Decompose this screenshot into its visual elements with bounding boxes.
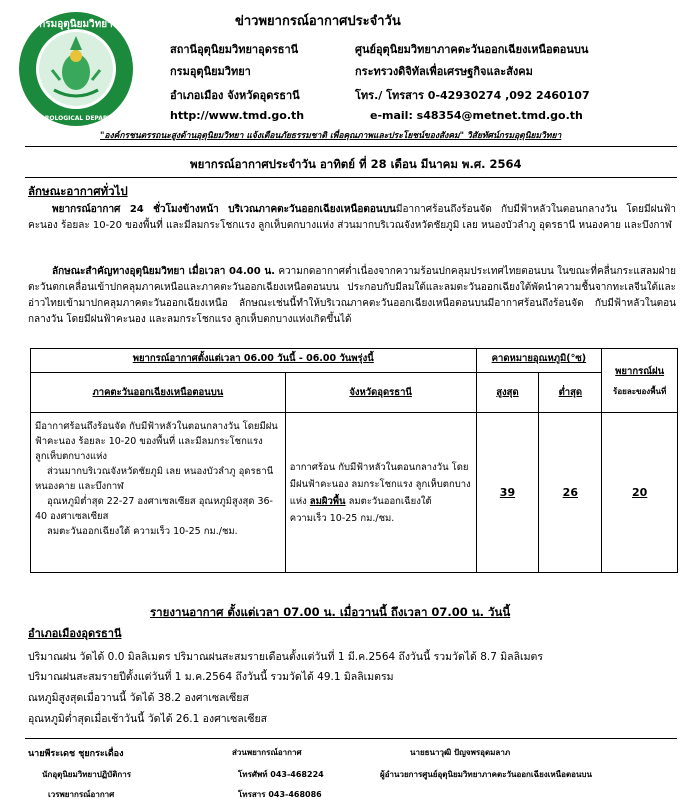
min-temperature-value: 26 bbox=[539, 413, 602, 573]
forecast-lead: พยากรณ์อากาศ 24 ชั่วโมงข้างหน้า บริเวณภาคตะวันออกเฉียงเหนือตอนบน bbox=[52, 204, 396, 215]
forecaster-name: นายพีระเดช ชุยกระเดื่อง bbox=[28, 749, 124, 759]
max-temperature-observed: ณหภูมิสูงสุดเมื่อวานนี้ วัดได้ 38.2 องศาเซลเซียส bbox=[28, 692, 249, 704]
rain-subheader: ร้อยละของพื้นที่ bbox=[613, 386, 667, 396]
province-column-header: จังหวัดอุดรธานี bbox=[285, 373, 476, 413]
forecast-text: มีอากาศร้อนถึงร้อนจัด กับมีฟ้าหลัวในตอนกลางวัน โดยมีฝนฟ้าคะนอง ร้อยละ 10-20 ของพื้นที่ และมีลมกระโชกแรง ลูกเห็บตกบางแห่ง ส่วนมากบริเวณจังหวัดชัยภูมิ เลย หนองบัวลำภู อุดรธานี หนองคาย และบึงกาฬ bbox=[28, 204, 677, 231]
province-forecast-text: อากาศร้อน กับมีฟ้าหลัวในตอนกลางวัน โดยมีฝนฟ้าคะนอง ลมกระโชกแรง ลูกเห็บตกบางแห่ง bbox=[289, 461, 471, 507]
province-forecast-cell bbox=[285, 413, 476, 573]
svg-text:METEOROLOGICAL DEPARTMENT: METEOROLOGICAL DEPARTMENT bbox=[21, 115, 131, 122]
temperature-header: คาดหมายอุณหภูมิ(°ซ) bbox=[476, 349, 602, 373]
region-area-text: ส่วนมากบริเวณจังหวัดชัยภูมิ เลย หนองบัวลำภู อุดรธานี หนองคาย และบึงกาฬ bbox=[35, 466, 274, 492]
divider bbox=[25, 177, 677, 178]
website-link[interactable]: http://www.tmd.go.th bbox=[170, 109, 305, 122]
director-position: ผู้อำนวยการศูนย์อุตุนิยมวิทยาภาคตะวันออกเฉียงเหนือตอนบน bbox=[380, 770, 592, 779]
synoptic-text: ความกดอากาศต่ำเนื่องจากความร้อนปกคลุมประเทศไทยตอนบน ในขณะที่คลื่นกระแสลมฝ่ายตะวันตกเคลื่อนเข้าปกคลุมภาคเหนือและภาคตะวันออกเฉียงเหนือตอนบน ประกอบกับมีลมใต้และลมตะวันออกเฉียงใต้พัดนำความชื้นจากทะเลจีนใต้และอ่าวไทยเข้ามาปกคลุมภาคตะวันออกเฉียงเหนือ ลักษณะเช่นนี้ทำให้บริเวณภาคตะวันออกเฉียงเหนือตอนบนมีอากาศร้อนถึงร้อนจัด กับมีฟ้าหลัวในตอนกลางวัน โดยมีฝนฟ้าคะนอง และลมกระโชกแรง ลูกเห็บตกบางแห่งเกิดขึ้นได้ bbox=[28, 266, 677, 325]
province-wind-text: ลมตะวันออกเฉียงใต้ ความเร็ว 10-25 กม./ชม. bbox=[289, 495, 432, 524]
max-temperature-value: 39 bbox=[476, 413, 539, 573]
director-name: นายธนาวุฒิ ปัญจพรอุดมลาภ bbox=[410, 748, 511, 757]
forecaster-position: นักอุตุนิยมวิทยาปฏิบัติการ bbox=[42, 770, 132, 779]
period-header: พยากรณ์อากาศตั้งแต่เวลา 06.00 วันนี้ - 06.00 วันพรุ่งนี้ bbox=[31, 349, 477, 373]
forecast-day-title: พยากรณ์อากาศประจำวัน อาทิตย์ ที่ 28 เดือน มีนาคม พ.ศ. 2564 bbox=[190, 157, 522, 171]
general-forecast-paragraph bbox=[28, 202, 676, 234]
vision-motto: "องค์กรชนตรรถนะสูงด้านอุตุนิยมวิทยา แจ้งเตือนภัยธรรมชาติ เพื่อคุณภาพและประโยชน์ของสังคม" วิสัยทัศน์กรมอุตุนิยมวิทยา bbox=[100, 131, 562, 141]
divider bbox=[25, 146, 677, 147]
region-column-header: ภาคตะวันออกเฉียงเหนือตอนบน bbox=[31, 373, 286, 413]
synoptic-paragraph bbox=[28, 264, 676, 328]
surface-wind-label: ลมผิวพื้น bbox=[309, 495, 346, 507]
rain-percent-value: 20 bbox=[602, 413, 678, 573]
section-telephone: โทรศัพท์ 043-468224 bbox=[238, 770, 324, 779]
general-weather-heading: ลักษณะอากาศทั่วไป bbox=[28, 184, 128, 198]
region-temperature-text: อุณหภูมิต่ำสุด 22-27 องศาเซลเซียส อุณหภูมิสูงสุด 36-40 องศาเซลเซียส bbox=[35, 496, 273, 522]
department-name: กรมอุตุนิยมวิทยา bbox=[170, 65, 251, 78]
synoptic-lead: ลักษณะสำคัญทางอุตุนิยมวิทยา เมื่อเวลา 04.00 น. bbox=[52, 266, 275, 277]
rain-yearly-text: ปริมาณฝนสะสมรายปีตั้งแต่วันที่ 1 ม.ค.2564 ถึงวันนี้ รวมวัดได้ 49.1 มิลลิเมตรม bbox=[28, 671, 394, 683]
ministry-name: กระทรวงดิจิทัลเพื่อเศรษฐกิจและสังคม bbox=[355, 65, 533, 78]
forecast-section-name: ส่วนพยากรณ์อากาศ bbox=[232, 748, 302, 757]
section-fax: โทรสาร 043-468086 bbox=[238, 790, 322, 799]
report-title: รายงานอากาศ ตั้งแต่เวลา 07.00 น. เมื่อวานนี้ ถึงเวลา 07.00 น. วันนี้ bbox=[150, 605, 511, 619]
forecast-table bbox=[30, 348, 678, 573]
center-name: ศูนย์อุตุนิยมวิทยาภาคตะวันออกเฉียงเหนือตอนบน bbox=[355, 43, 589, 56]
station-name: สถานีอุตุนิยมวิทยาอุดรธานี bbox=[170, 43, 299, 56]
min-temperature-observed: อุณหภูมิต่ำสุดเมื่อเช้าวันนี้ วัดได้ 26.1 องศาเซลเซียส bbox=[28, 713, 268, 725]
region-forecast-cell bbox=[31, 413, 286, 573]
min-temp-header: ต่ำสุด bbox=[539, 373, 602, 413]
email-address[interactable]: e-mail: s48354@metnet.tmd.go.th bbox=[370, 109, 583, 122]
forecaster-duty: เวรพยากรณ์อากาศ bbox=[48, 790, 115, 799]
department-logo bbox=[16, 10, 136, 128]
divider bbox=[25, 738, 677, 739]
rain-header: พยากรณ์ฝน bbox=[615, 365, 665, 377]
page-header-title: ข่าวพยากรณ์อากาศประจำวัน bbox=[235, 14, 401, 29]
phone-number: โทร./ โทรสาร 0-42930274 ,092 2460107 bbox=[355, 89, 590, 102]
observation-place: อำเภอเมืองอุดรธานี bbox=[28, 627, 122, 640]
max-temp-header: สูงสุด bbox=[476, 373, 539, 413]
district-name: อำเภอเมือง จังหวัดอุดรธานี bbox=[170, 89, 300, 102]
svg-text:กรมอุตุนิยมวิทยา: กรมอุตุนิยมวิทยา bbox=[39, 19, 113, 30]
region-forecast-text: มีอากาศร้อนถึงร้อนจัด กับมีฟ้าหลัวในตอนกลางวัน โดยมีฝนฟ้าคะนอง ร้อยละ 10-20 ของพื้นที่ และมีลมกระโชกแรง ลูกเห็บตกบางแห่ง bbox=[35, 421, 278, 462]
region-wind-text: ลมตะวันออกเฉียงใต้ ความเร็ว 10-25 กม./ชม. bbox=[47, 526, 238, 537]
rain-monthly-text: ปริมาณฝน วัดได้ 0.0 มิลลิเมตร ปริมาณฝนสะสมรายเดือนตั้งแต่วันที่ 1 มี.ค.2564 ถึงวันนี้ รวมวัดได้ 8.7 มิลลิเมตร bbox=[28, 651, 544, 663]
